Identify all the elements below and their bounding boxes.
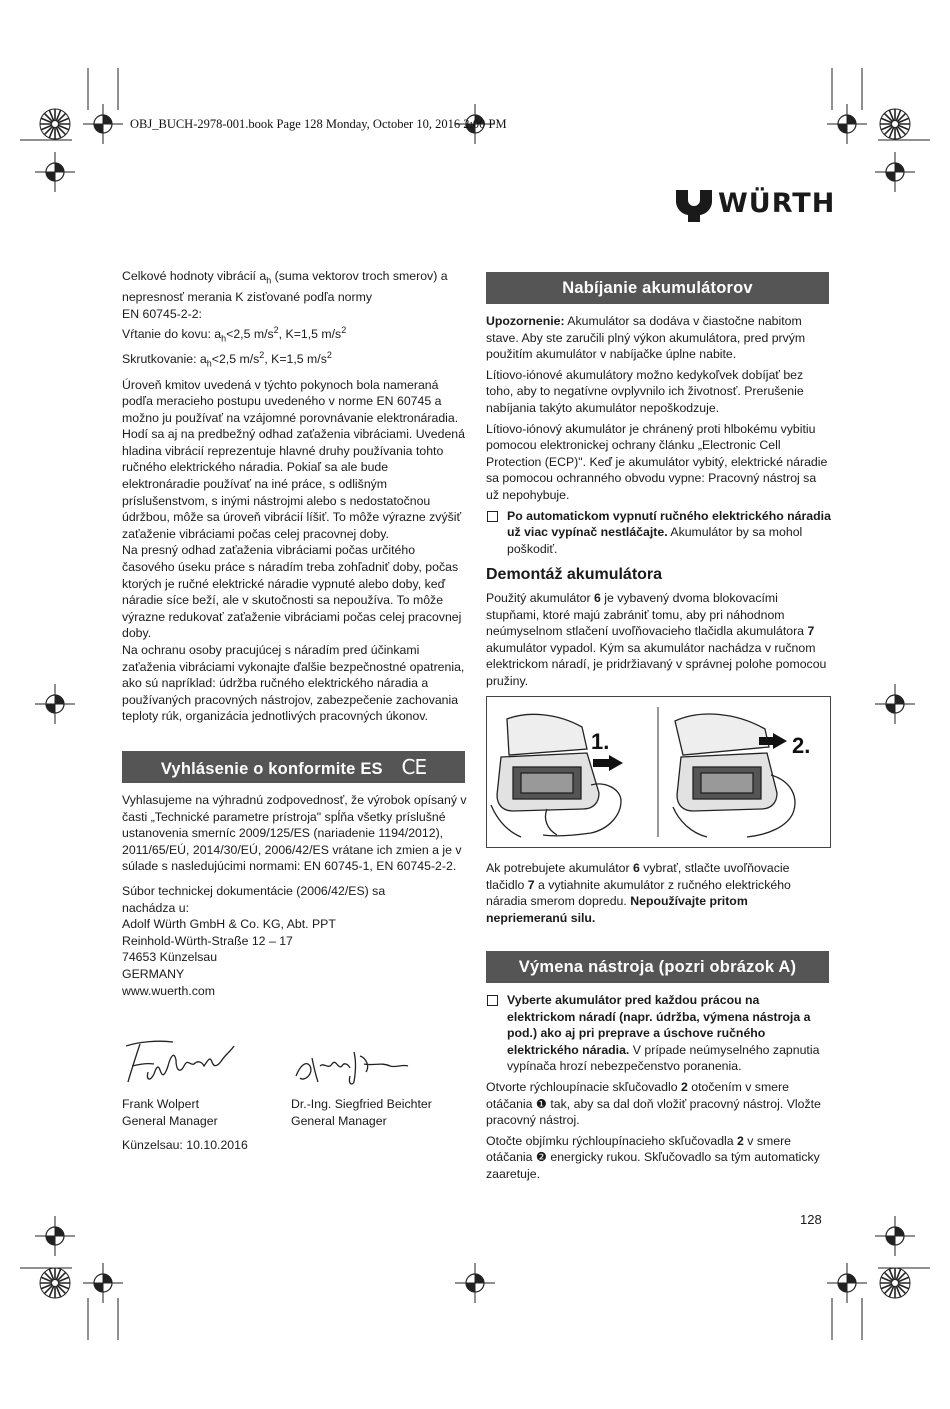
website-link[interactable]: www.wuerth.com (122, 983, 215, 998)
technical-file-note: Súbor technickej dokumentácie (2006/42/ES) sa nachádza u: (122, 883, 386, 915)
checkbox-note-1: Po automatickom vypnutí ručného elektrického náradia už viac vypínač nestláčajte. Akumulátor by sa mohol poškodiť. (486, 508, 831, 558)
signature-beichter (290, 1036, 420, 1092)
checkbox-square-icon (487, 995, 498, 1006)
conformity-column (122, 792, 467, 999)
norm-reference: EN 60745-2-2: (122, 306, 202, 321)
figure-step-2-label: 2. (792, 733, 811, 758)
drilling-values: Vŕtanie do kovu: $a_h<2,5$ $m/s^2$, K=1,5 $m/s^2$ (122, 325, 347, 344)
tool-change-heading: Výmena nástroja (pozri obrázok A) (486, 951, 829, 983)
ce-mark: CE (401, 755, 427, 779)
right-column-top (486, 313, 831, 693)
tighten-chuck-paragraph: Otočte objímku rýchloupínacieho skľučovadla 2 v smere otáčania ❷ energicky rukou. Skľučovadlo sa tým automaticky zaaretuje. (486, 1133, 820, 1181)
figure-step-1-label: 1. (591, 729, 610, 754)
charging-heading: Nabíjanie akumulátorov (486, 272, 829, 304)
address-line: Reinhold-Würth-Straße 12 – 17 (122, 933, 293, 948)
battery-release-paragraph: Ak potrebujete akumulátor 6 vybrať, stlačte uvoľňovacie tlačidlo 7 a vytiahnite akumulátor z ručného elektrického náradia smerom dopredu. Nepoužívajte pritom nepriemeranú silu. (486, 861, 791, 925)
left-column (122, 268, 467, 725)
warning-paragraph: Upozornenie: Akumulátor sa dodáva v čiastočne nabitom stave. Aby ste zaručili plný výkon akumulátora, pred prvým použitím akumulátor v nabíjačke úplne nabite. (486, 314, 806, 362)
vibration-paragraph-3: Na ochranu osoby pracujúcej s náradím pred účinkami zaťaženia vibráciami vykonajte ďalšie bezpečnostné opatrenia, ako sú napríklad: údržba ručného elektrického náradia a používaných pracovných nástrojov, zabezpečenie zachovania teploty rúk, organizácia jednotlivých pracovných úkonov. (122, 643, 465, 724)
li-ion-paragraph-2: Lítiovo-iónový akumulátor je chránený proti hlbokému vybitiu pomocou elektronickej ochrany článku „Electronic Cell Protection (ECP)". Keď je akumulátor vybitý, elektrické náradie sa pomocou ochranného obvodu vypne: Pracovný nástroj sa už nepohybuje. (486, 421, 828, 502)
conformity-heading: Vyhlásenie o konformite ES CE (122, 751, 465, 783)
signatory-1: Frank Wolpert General Manager (122, 1097, 218, 1128)
wurth-emblem-icon (674, 188, 714, 224)
place-date: Künzelsau: 10.10.2016 (122, 1138, 248, 1152)
open-chuck-paragraph: Otvorte rýchloupínacie skľučovadlo 2 otočením v smere otáčania ❶ tak, aby sa dal doň vložiť pracovný nástroj. Vložte pracovný nástroj. (486, 1079, 821, 1128)
right-column-bottom (486, 860, 831, 930)
address-line: Adolf Würth GmbH & Co. KG, Abt. PPT (122, 917, 336, 932)
battery-removal-figure (486, 696, 831, 848)
book-header-line: OBJ_BUCH-2978-001.book Page 128 Monday, October 10, 2016 2:00 PM (130, 117, 507, 131)
li-ion-paragraph-1: Lítiovo-iónové akumulátory možno kedykoľvek dobíjať bez toho, aby to negatívne ovplyvnilo ich životnosť. Prerušenie nabíjania takýto akumulátor nepoškodzuje. (486, 367, 804, 415)
battery-removal-paragraph: Použitý akumulátor 6 je vybavený dvoma blokovacími stupňami, ktoré majú zabrániť tomu, aby pri náhodnom neúmyselnom stlačení uvoľňovacieho tlačidla akumulátora 7 akumulátor vypadol. Kým sa akumulátor nachádza v ručnom elektrickom náradí, je pridržiavaný v správnej polohe pomocou pružiny. (486, 590, 827, 688)
brand-name: WÜRTH (718, 188, 836, 219)
brand-logo (674, 186, 834, 226)
screwing-values: Skrutkovanie: $a_h<2,5$ $m/s^2$, K=1,5 $m/s^2$ (122, 350, 332, 369)
vibration-paragraph-1: Úroveň kmitov uvedená v týchto pokynoch bola nameraná podľa meracieho postupu uvedeného v norme EN 60745 a možno ju používať na vzájomné porovnávanie elektronáradia. Hodí sa aj na predbežný odhad zaťaženia vibráciami. Uvedená hladina vibrácií reprezentuje hlavné druhy používania tohto ručného elektrického náradia. Pokiaľ sa ale bude elektronáradie používať na iné práce, s odlišným príslušenstvom, s inými nástrojmi alebo s nedostatočnou údržbou, môže sa úroveň vibrácií líšiť. To môže výrazne zvýšiť zaťaženie vibráciami počas celej pracovnej doby. (122, 377, 465, 541)
page-number: 128 (800, 1212, 822, 1227)
checkbox-square-icon (487, 511, 498, 522)
address-line: GERMANY (122, 966, 185, 981)
vibration-intro: Celkové hodnoty vibrácií $a_h$ (suma vektorov troch smerov) a nepresnosť merania K zisťované podľa normy (122, 269, 448, 305)
vibration-paragraph-2: Na presný odhad zaťaženia vibráciami počas určitého časového úseku práce s náradím treba zohľadniť doby, počas ktorých je ručné elektrické náradie vypnuté alebo doby, keď náradie síce beží, ale v skutočnosti sa nepoužíva. To môže výrazne redukovať zaťaženie vibráciami počas celej pracovnej doby. (122, 543, 462, 641)
signatory-2: Dr.-Ing. Siegfried Beichter General Manager (291, 1097, 432, 1128)
tool-change-column (486, 992, 831, 1187)
battery-removal-heading: Demontáž akumulátora (486, 566, 663, 584)
signature-wolpert (118, 1036, 248, 1092)
address-line: 74653 Künzelsau (122, 950, 218, 965)
checkbox-note-2: Vyberte akumulátor pred každou prácou na elektrickom náradí (napr. údržba, výmena nástroja a pod.) ako aj pri preprave a úschove ručného elektrického náradia. V prípade neúmyselného zapnutia vypínača hrozí nebezpečenstvo poranenia. (486, 992, 831, 1075)
conformity-paragraph: Vyhlasujeme na výhradnú zodpovednosť, že výrobok opísaný v časti „Technické parametre prístroja" spĺňa všetky príslušné ustanovenia smerníc 2009/125/ES (nariadenie 1194/2012), 2011/65/EÚ, 2014/30/EÚ, 2006/42/ES vrátane ich zmien a je v súlade s nasledujúcimi normami: EN 60745-1, EN 60745-2-2. (122, 793, 467, 874)
